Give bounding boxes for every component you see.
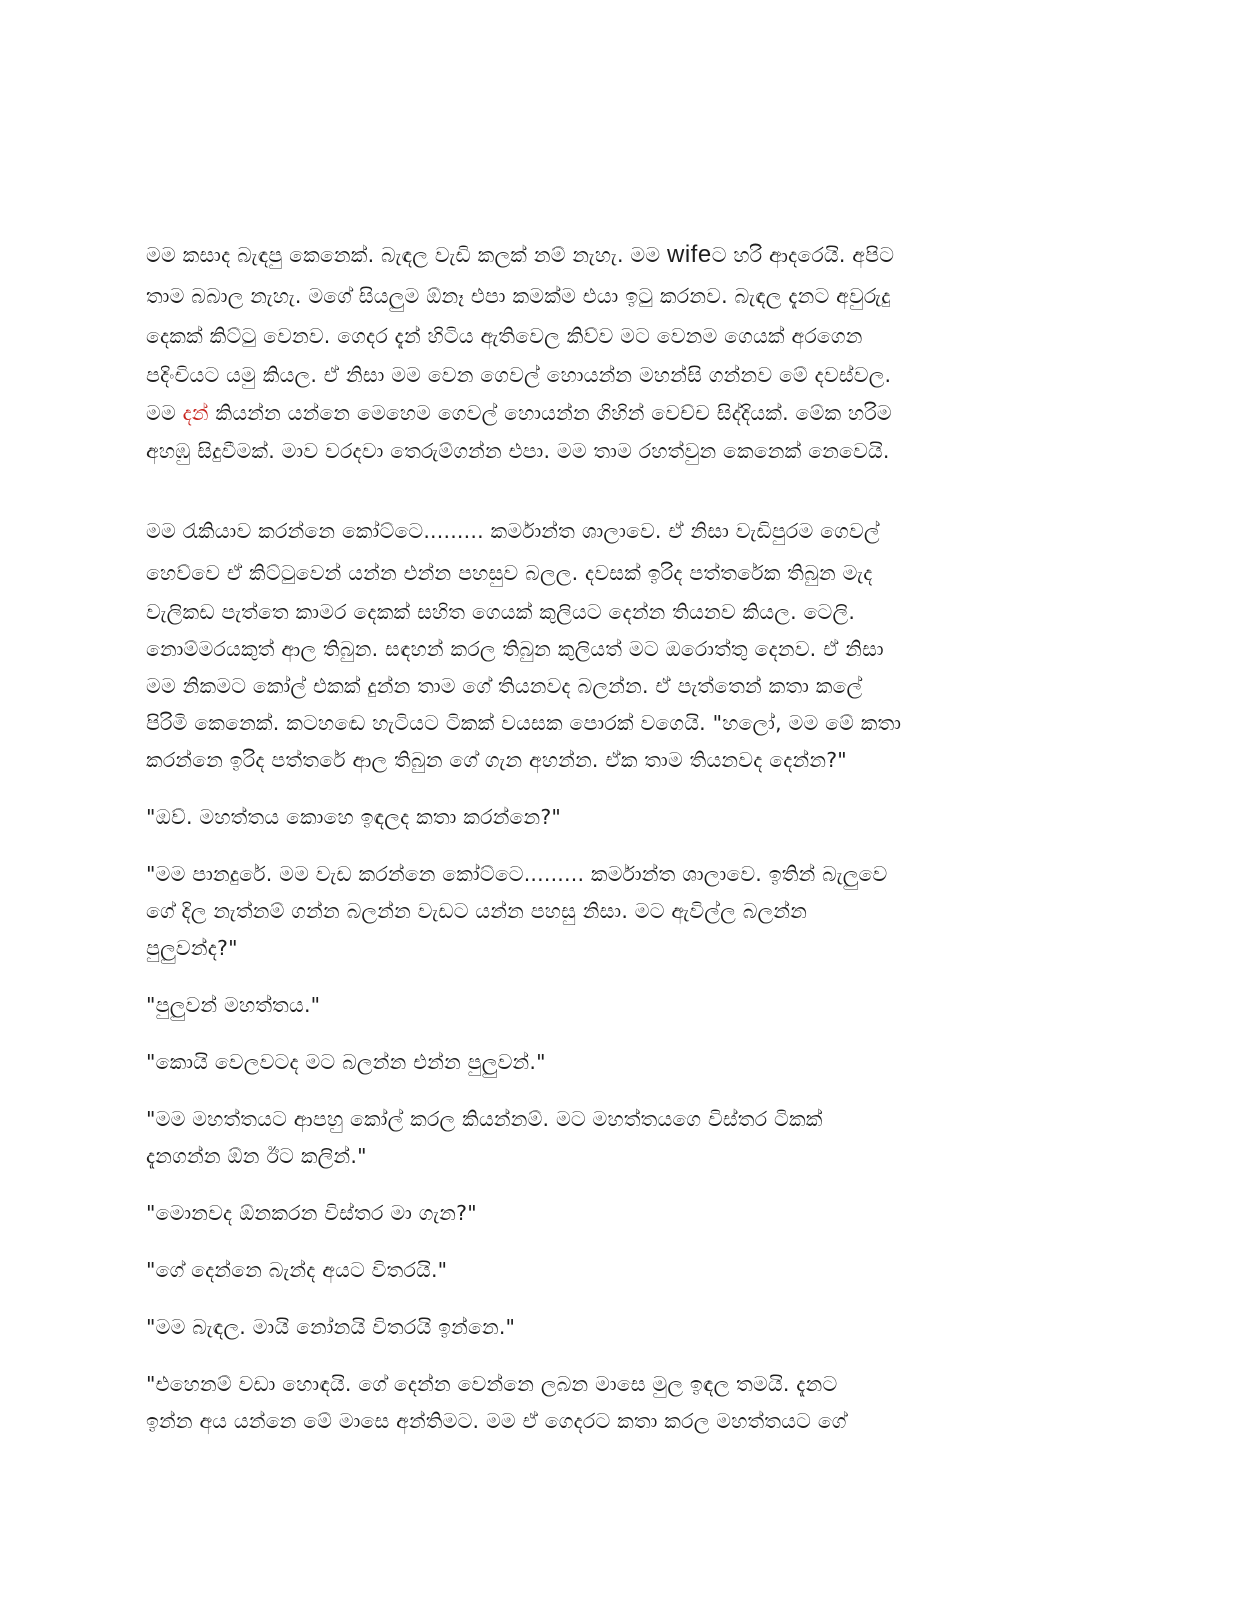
dialogue-paragraph (146, 1101, 1086, 1175)
text-line: මම නිකමට කෝල් එකක් දුන්න තාම ගේ තියනවද බලන්න. ඒ පැත්තෙන් කතා කලේ (146, 674, 863, 698)
text-line: මම කසාද බැඳපු කෙනෙක්. බැඳල වැඩි කලක් නම් නැහැ. මම wifeට හරි ආදරෙයි. අපිට (146, 241, 895, 268)
paragraph-job (146, 510, 1086, 779)
text-line: පිරිමි කෙනෙක්. කටහඬෙ හැටියට ටිකක් වයසක පොරක් වගෙයි. "හලෝ, මම මේ කතා (146, 711, 902, 735)
paragraph-intro (146, 230, 1086, 470)
highlighted-word: දන් (182, 401, 209, 425)
text-line: දැනගන්න ඕන ඊට කලින්." (146, 1144, 367, 1168)
text-line: "මම පානදුරේ. මම වැඩ කරන්නෙ කෝට්ටෙ......... කර්මාන්ත ශාලාවෙ. ඉතින් බැලුවෙ (146, 862, 888, 886)
text-line: "ගේ දෙන්නෙ බැන්ද අයට විතරයි." (146, 1258, 448, 1282)
dialogue-paragraph (146, 1044, 1086, 1081)
text-line: මම රැකියාව කරන්නෙ කෝට්ටෙ......... කර්මාන්ත ශාලාවෙ. ඒ නිසා වැඩිපුරම ගෙවල් (146, 519, 880, 543)
text-line: දෙකක් කිට්ටු වෙනව. ගෙදර දැන් හිටිය ඇතිවෙල කිව්ව මට වෙනම ගෙයක් අරගෙන (146, 324, 863, 348)
dialogue-paragraph (146, 1366, 1086, 1440)
text-line: ඉන්න අය යන්නෙ මේ මාසෙ අන්තිමට. මම ඒ ගෙදරට කතා කරල මහත්තයට ගේ (146, 1409, 847, 1433)
text-line: තාම බබාල නැහැ. මගේ සියලුම ඕනෑ එපා කමක්ම එයා ඉටු කරනව. බැඳල දැනට අවුරුදු (146, 284, 891, 308)
text-line: වැලිකඩ පැත්තෙ කාමර දෙකක් සහිත ගෙයක් කුලියට දෙන්න තියනව කියල. ටෙලි. (146, 600, 856, 624)
text-line: "මම බැඳල. මායි නෝනයි විතරයි ඉන්නෙ." (146, 1315, 516, 1339)
text-line: ගේ දිල නැත්නම් ගන්න බලන්න වැඩට යන්න පහසු නිසා. මට ඇවිල්ල බලන්න (146, 899, 808, 923)
dialogue-paragraph (146, 1252, 1086, 1289)
dialogue-paragraph (146, 987, 1086, 1024)
dialogue-paragraph (146, 799, 1086, 836)
text-line: "කොයි වෙලවටද මට බලන්න එන්න පුලුවන්." (146, 1050, 546, 1074)
text-line: නොම්මරයකුත් ආල තිබුන. සඳහන් කරල තිබුන කුලියත් මට ඔරොත්තු දෙනව. ඒ නිසා (146, 637, 884, 661)
text-line: මම දන් කියන්න යන්නෙ මෙහෙම ගෙවල් හොයන්න ගිහින් වෙච්ච සිද්දියක්. මේක හරිම (146, 401, 892, 425)
text-line: "මම මහත්තයට ආපහු කෝල් කරල කියන්නම්. මට මහත්තයගෙ විස්තර ටිකක් (146, 1107, 823, 1131)
text-line: කරන්නෙ ඉරිද පත්තරේ ආල තිබුන ගේ ගැන අහන්න. ඒක තාම තියනවද දෙන්න?" (146, 748, 847, 772)
text-line: "පුලුවන් මහත්තය." (146, 993, 321, 1017)
dialogue-paragraph (146, 1309, 1086, 1346)
document-page (146, 230, 1086, 1440)
text-line: "මොනවද ඕනකරන විස්තර මා ගැන?" (146, 1201, 477, 1225)
text-line: "එහෙනම් වඩා හොඳයි. ගේ දෙන්න වෙන්නෙ ලබන මාසෙ මුල ඉඳල තමයි. දැනට (146, 1372, 838, 1396)
text-line: පුලුවන්ද?" (146, 936, 238, 960)
dialogue-paragraph (146, 856, 1086, 967)
dialogue-paragraph (146, 1195, 1086, 1232)
text-line: පදිංචියට යමු කියල. ඒ නිසා මම වෙන ගෙවල් හොයන්න මහන්සි ගන්නව මේ දවස්වල. (146, 363, 892, 387)
text-line: "ඔව්. මහත්තය කොහෙ ඉඳලද කතා කරන්නෙ?" (146, 805, 562, 829)
text-line: අහඹු සිදුවීමක්. මාව වරදවා තෙරුම්ගන්න එපා. මම තාම රහත්වුන කෙනෙක් නෙවෙයි. (146, 439, 890, 463)
text-line: හෙව්වෙ ඒ කිට්ටුවෙන් යන්න එන්න පහසුව බලල. දවසක් ඉරිද පත්තරේක තිබුන මැද (146, 561, 873, 585)
english-word-wife: wife (667, 241, 712, 268)
